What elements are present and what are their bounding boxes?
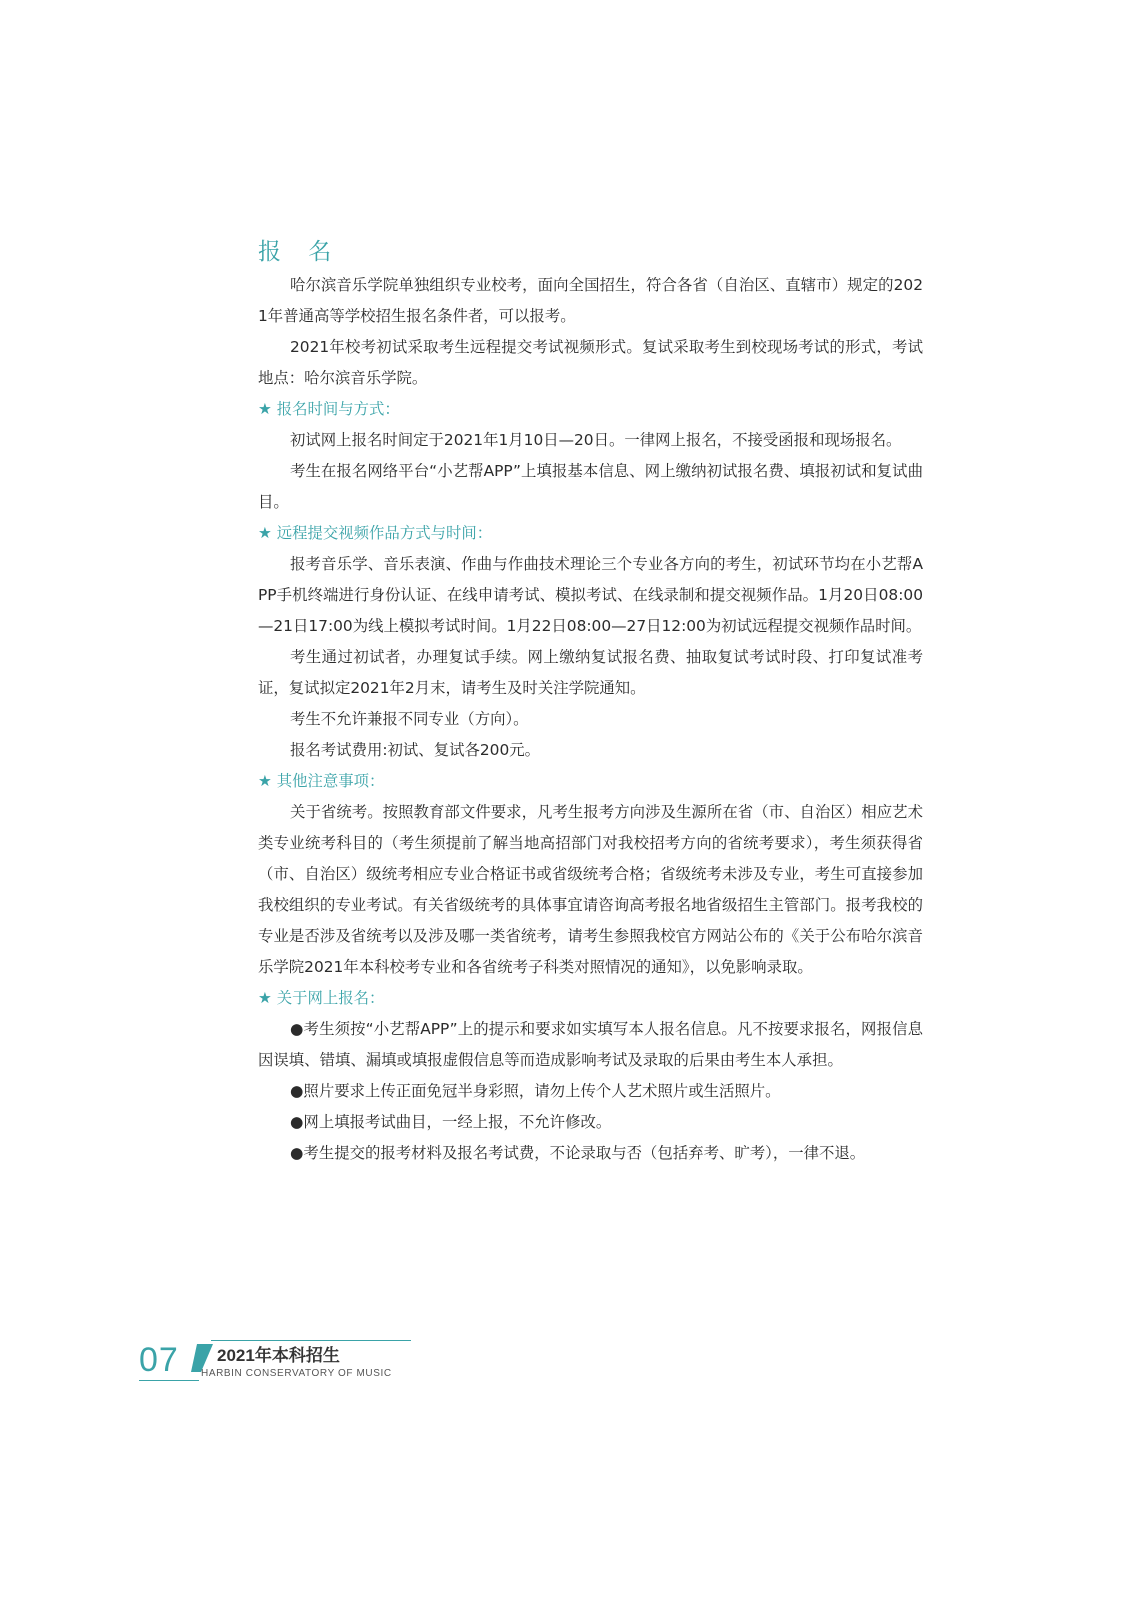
footer-subtitle: HARBIN CONSERVATORY OF MUSIC: [201, 1368, 392, 1379]
subsection-heading-registration-time: ★ 报名时间与方式：: [258, 400, 400, 418]
intro-paragraph: 2021年校考初试采取考生远程提交考试视频形式。复试采取考生到校现场考试的形式，考试地点：哈尔滨音乐学院。: [258, 338, 923, 387]
intro-paragraph: 哈尔滨音乐学院单独组织专业校考，面向全国招生，符合各省（自治区、直辖市）规定的2021年普通高等学校招生报名条件者，可以报考。: [258, 276, 923, 325]
subsection-heading-online-registration: ★ 关于网上报名：: [258, 989, 385, 1007]
bullet-paragraph: ●照片要求上传正面免冠半身彩照，请勿上传个人艺术照片或生活照片。: [290, 1082, 781, 1100]
subsection-heading-video-submission: ★ 远程提交视频作品方式与时间：: [258, 524, 493, 542]
paragraph: 报考音乐学、音乐表演、作曲与作曲技术理论三个专业各方向的考生，初试环节均在小艺帮APP手机终端进行身份认证、在线申请考试、模拟考试、在线录制和提交视频作品。1月20日08:00—21日17:00为线上模拟考试时间。1月22日08:00—27日12:00为初试远程提交视频作品时间。: [258, 555, 923, 635]
page-number: 07: [139, 1341, 179, 1379]
section-title: 报 名: [258, 239, 342, 265]
bullet-paragraph: ●考生须按“小艺帮APP”上的提示和要求如实填写本人报名信息。凡不按要求报名，网报信息因误填、错填、漏填或填报虚假信息等而造成影响考试及录取的后果由考生本人承担。: [258, 1020, 923, 1069]
bullet-paragraph: ●考生提交的报考材料及报名考试费，不论录取与否（包括弃考、旷考），一律不退。: [290, 1144, 866, 1162]
page-footer: [139, 1340, 419, 1390]
paragraph: 考生不允许兼报不同专业（方向）。: [290, 710, 529, 728]
subsection-heading-other-notes: ★ 其他注意事项：: [258, 772, 385, 790]
footer-divider: [211, 1340, 411, 1341]
footer-divider: [139, 1380, 199, 1381]
content-column: [258, 234, 923, 1169]
paragraph: 考生通过初试者，办理复试手续。网上缴纳复试报名费、抽取复试考试时段、打印复试准考证，复试拟定2021年2月末，请考生及时关注学院通知。: [258, 648, 923, 697]
paragraph: 考生在报名网络平台“小艺帮APP”上填报基本信息、网上缴纳初试报名费、填报初试和复试曲目。: [258, 462, 923, 511]
footer-title: 2021年本科招生: [217, 1346, 340, 1365]
paragraph: 关于省统考。按照教育部文件要求，凡考生报考方向涉及生源所在省（市、自治区）相应艺术类专业统考科目的（考生须提前了解当地高招部门对我校招考方向的省统考要求），考生须获得省（市、自治区）级统考相应专业合格证书或省级统考合格；省级统考未涉及专业，考生可直接参加我校组织的专业考试。有关省级统考的具体事宜请咨询高考报名地省级招生主管部门。报考我校的专业是否涉及省统考以及涉及哪一类省统考，请考生参照我校官方网站公布的《关于公布哈尔滨音乐学院2021年本科校考专业和各省统考子科类对照情况的通知》，以免影响录取。: [258, 803, 923, 976]
bullet-paragraph: ●网上填报考试曲目，一经上报，不允许修改。: [290, 1113, 612, 1131]
paragraph: 初试网上报名时间定于2021年1月10日—20日。一律网上报名，不接受函报和现场报名。: [290, 431, 902, 449]
paragraph: 报名考试费用:初试、复试各200元。: [290, 741, 541, 759]
